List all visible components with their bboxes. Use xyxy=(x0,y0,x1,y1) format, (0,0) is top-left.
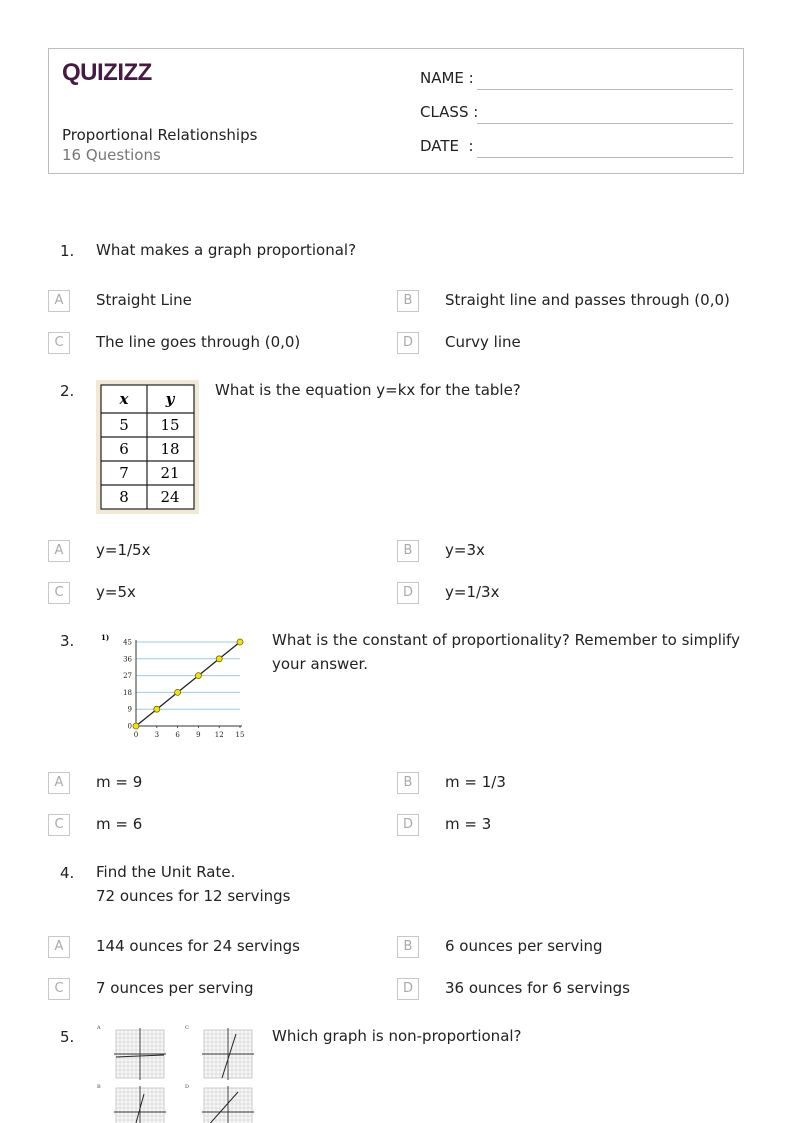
y-tick-label: 36 xyxy=(123,655,132,664)
class-label: CLASS : xyxy=(420,103,479,121)
series-line xyxy=(136,642,240,726)
coordinate-grid xyxy=(114,1028,166,1080)
option-letter[interactable]: B xyxy=(397,540,419,562)
option-text[interactable]: The line goes through (0,0) xyxy=(96,333,301,351)
table-cell: 5 xyxy=(119,416,129,434)
option-text[interactable]: m = 3 xyxy=(445,815,492,833)
option-text[interactable]: y=1/3x xyxy=(445,583,500,601)
option-letter[interactable]: A xyxy=(48,772,70,794)
x-tick-label: 6 xyxy=(175,731,180,739)
option-letter[interactable]: D xyxy=(397,814,419,836)
option-letter[interactable]: A xyxy=(48,540,70,562)
question-number: 4. xyxy=(60,864,75,882)
graph-label: 1) xyxy=(101,633,110,642)
name-label: NAME : xyxy=(420,69,474,87)
data-point xyxy=(216,656,222,662)
x-tick-label: 0 xyxy=(133,731,139,739)
x-tick-label: 9 xyxy=(196,731,201,739)
table-header-y: y xyxy=(165,390,175,408)
worksheet-header xyxy=(48,48,744,174)
question-number: 3. xyxy=(60,632,75,650)
table-cell: 18 xyxy=(160,440,180,458)
table-cell: 24 xyxy=(160,488,180,506)
proportional-line-graph xyxy=(96,630,252,742)
graph-panel-label: D xyxy=(185,1084,190,1090)
option-letter[interactable]: B xyxy=(397,936,419,958)
option-text[interactable]: 36 ounces for 6 servings xyxy=(445,979,630,997)
question-text-line: 72 ounces for 12 servings xyxy=(96,887,291,905)
question-text: What is the equation y=kx for the table? xyxy=(215,381,521,399)
question-text: What makes a graph proportional? xyxy=(96,241,357,259)
option-letter[interactable]: B xyxy=(397,290,419,312)
question-number: 5. xyxy=(60,1028,75,1046)
worksheet-title: Proportional Relationships xyxy=(62,126,258,144)
four-graphs-image xyxy=(96,1024,260,1123)
data-point xyxy=(154,706,160,712)
option-letter[interactable]: A xyxy=(48,290,70,312)
y-tick-label: 0 xyxy=(127,722,132,731)
option-text[interactable]: 6 ounces per serving xyxy=(445,937,603,955)
question-text-line: Find the Unit Rate. xyxy=(96,863,236,881)
date-field[interactable] xyxy=(477,157,733,158)
question-number: 2. xyxy=(60,382,75,400)
y-tick-label: 9 xyxy=(127,705,132,714)
data-point xyxy=(195,673,201,679)
option-text[interactable]: 144 ounces for 24 servings xyxy=(96,937,300,955)
option-letter[interactable]: D xyxy=(397,332,419,354)
question-text-line: What is the constant of proportionality? Remember to simplify xyxy=(272,631,740,649)
option-text[interactable]: m = 9 xyxy=(96,773,143,791)
coordinate-grid xyxy=(202,1086,254,1123)
option-text[interactable]: m = 1/3 xyxy=(445,773,506,791)
data-point xyxy=(133,723,139,729)
question-number: 1. xyxy=(60,242,75,260)
data-point xyxy=(237,639,243,645)
option-letter[interactable]: C xyxy=(48,978,70,1000)
question-count: 16 Questions xyxy=(62,146,161,164)
table-header-x: x xyxy=(119,390,129,408)
x-tick-label: 15 xyxy=(235,731,245,739)
table-cell: 15 xyxy=(160,416,180,434)
data-point xyxy=(175,689,181,695)
table-cell: 21 xyxy=(160,464,180,482)
option-letter[interactable]: C xyxy=(48,814,70,836)
graph-panel-label: C xyxy=(185,1025,189,1031)
question-text-line: your answer. xyxy=(272,655,369,673)
graph-panel-label: B xyxy=(97,1084,101,1090)
y-tick-label: 27 xyxy=(123,672,132,681)
table-cell: 7 xyxy=(119,464,129,482)
x-tick-label: 12 xyxy=(214,731,224,739)
option-text[interactable]: y=1/5x xyxy=(96,541,151,559)
class-field[interactable] xyxy=(477,123,733,124)
quizizz-logo: QUIZIZZ xyxy=(62,59,152,86)
option-letter[interactable]: D xyxy=(397,978,419,1000)
date-label: DATE : xyxy=(420,137,474,155)
option-text[interactable]: Straight line and passes through (0,0) xyxy=(445,291,730,309)
option-letter[interactable]: C xyxy=(48,582,70,604)
option-text[interactable]: 7 ounces per serving xyxy=(96,979,254,997)
xy-table-image xyxy=(96,380,199,514)
option-letter[interactable]: A xyxy=(48,936,70,958)
x-tick-label: 3 xyxy=(154,731,160,739)
option-letter[interactable]: B xyxy=(397,772,419,794)
option-text[interactable]: m = 6 xyxy=(96,815,143,833)
name-field[interactable] xyxy=(477,89,733,90)
table-cell: 8 xyxy=(119,488,129,506)
y-tick-label: 18 xyxy=(123,688,132,697)
question-text: Which graph is non-proportional? xyxy=(272,1027,522,1045)
option-text[interactable]: Straight Line xyxy=(96,291,192,309)
table-cell: 6 xyxy=(119,440,129,458)
option-text[interactable]: y=5x xyxy=(96,583,136,601)
option-letter[interactable]: C xyxy=(48,332,70,354)
graph-panel-label: A xyxy=(97,1025,101,1031)
option-text[interactable]: Curvy line xyxy=(445,333,521,351)
option-text[interactable]: y=3x xyxy=(445,541,485,559)
y-tick-label: 45 xyxy=(123,638,132,647)
option-letter[interactable]: D xyxy=(397,582,419,604)
coordinate-grid xyxy=(114,1086,166,1123)
coordinate-grid xyxy=(202,1028,254,1080)
